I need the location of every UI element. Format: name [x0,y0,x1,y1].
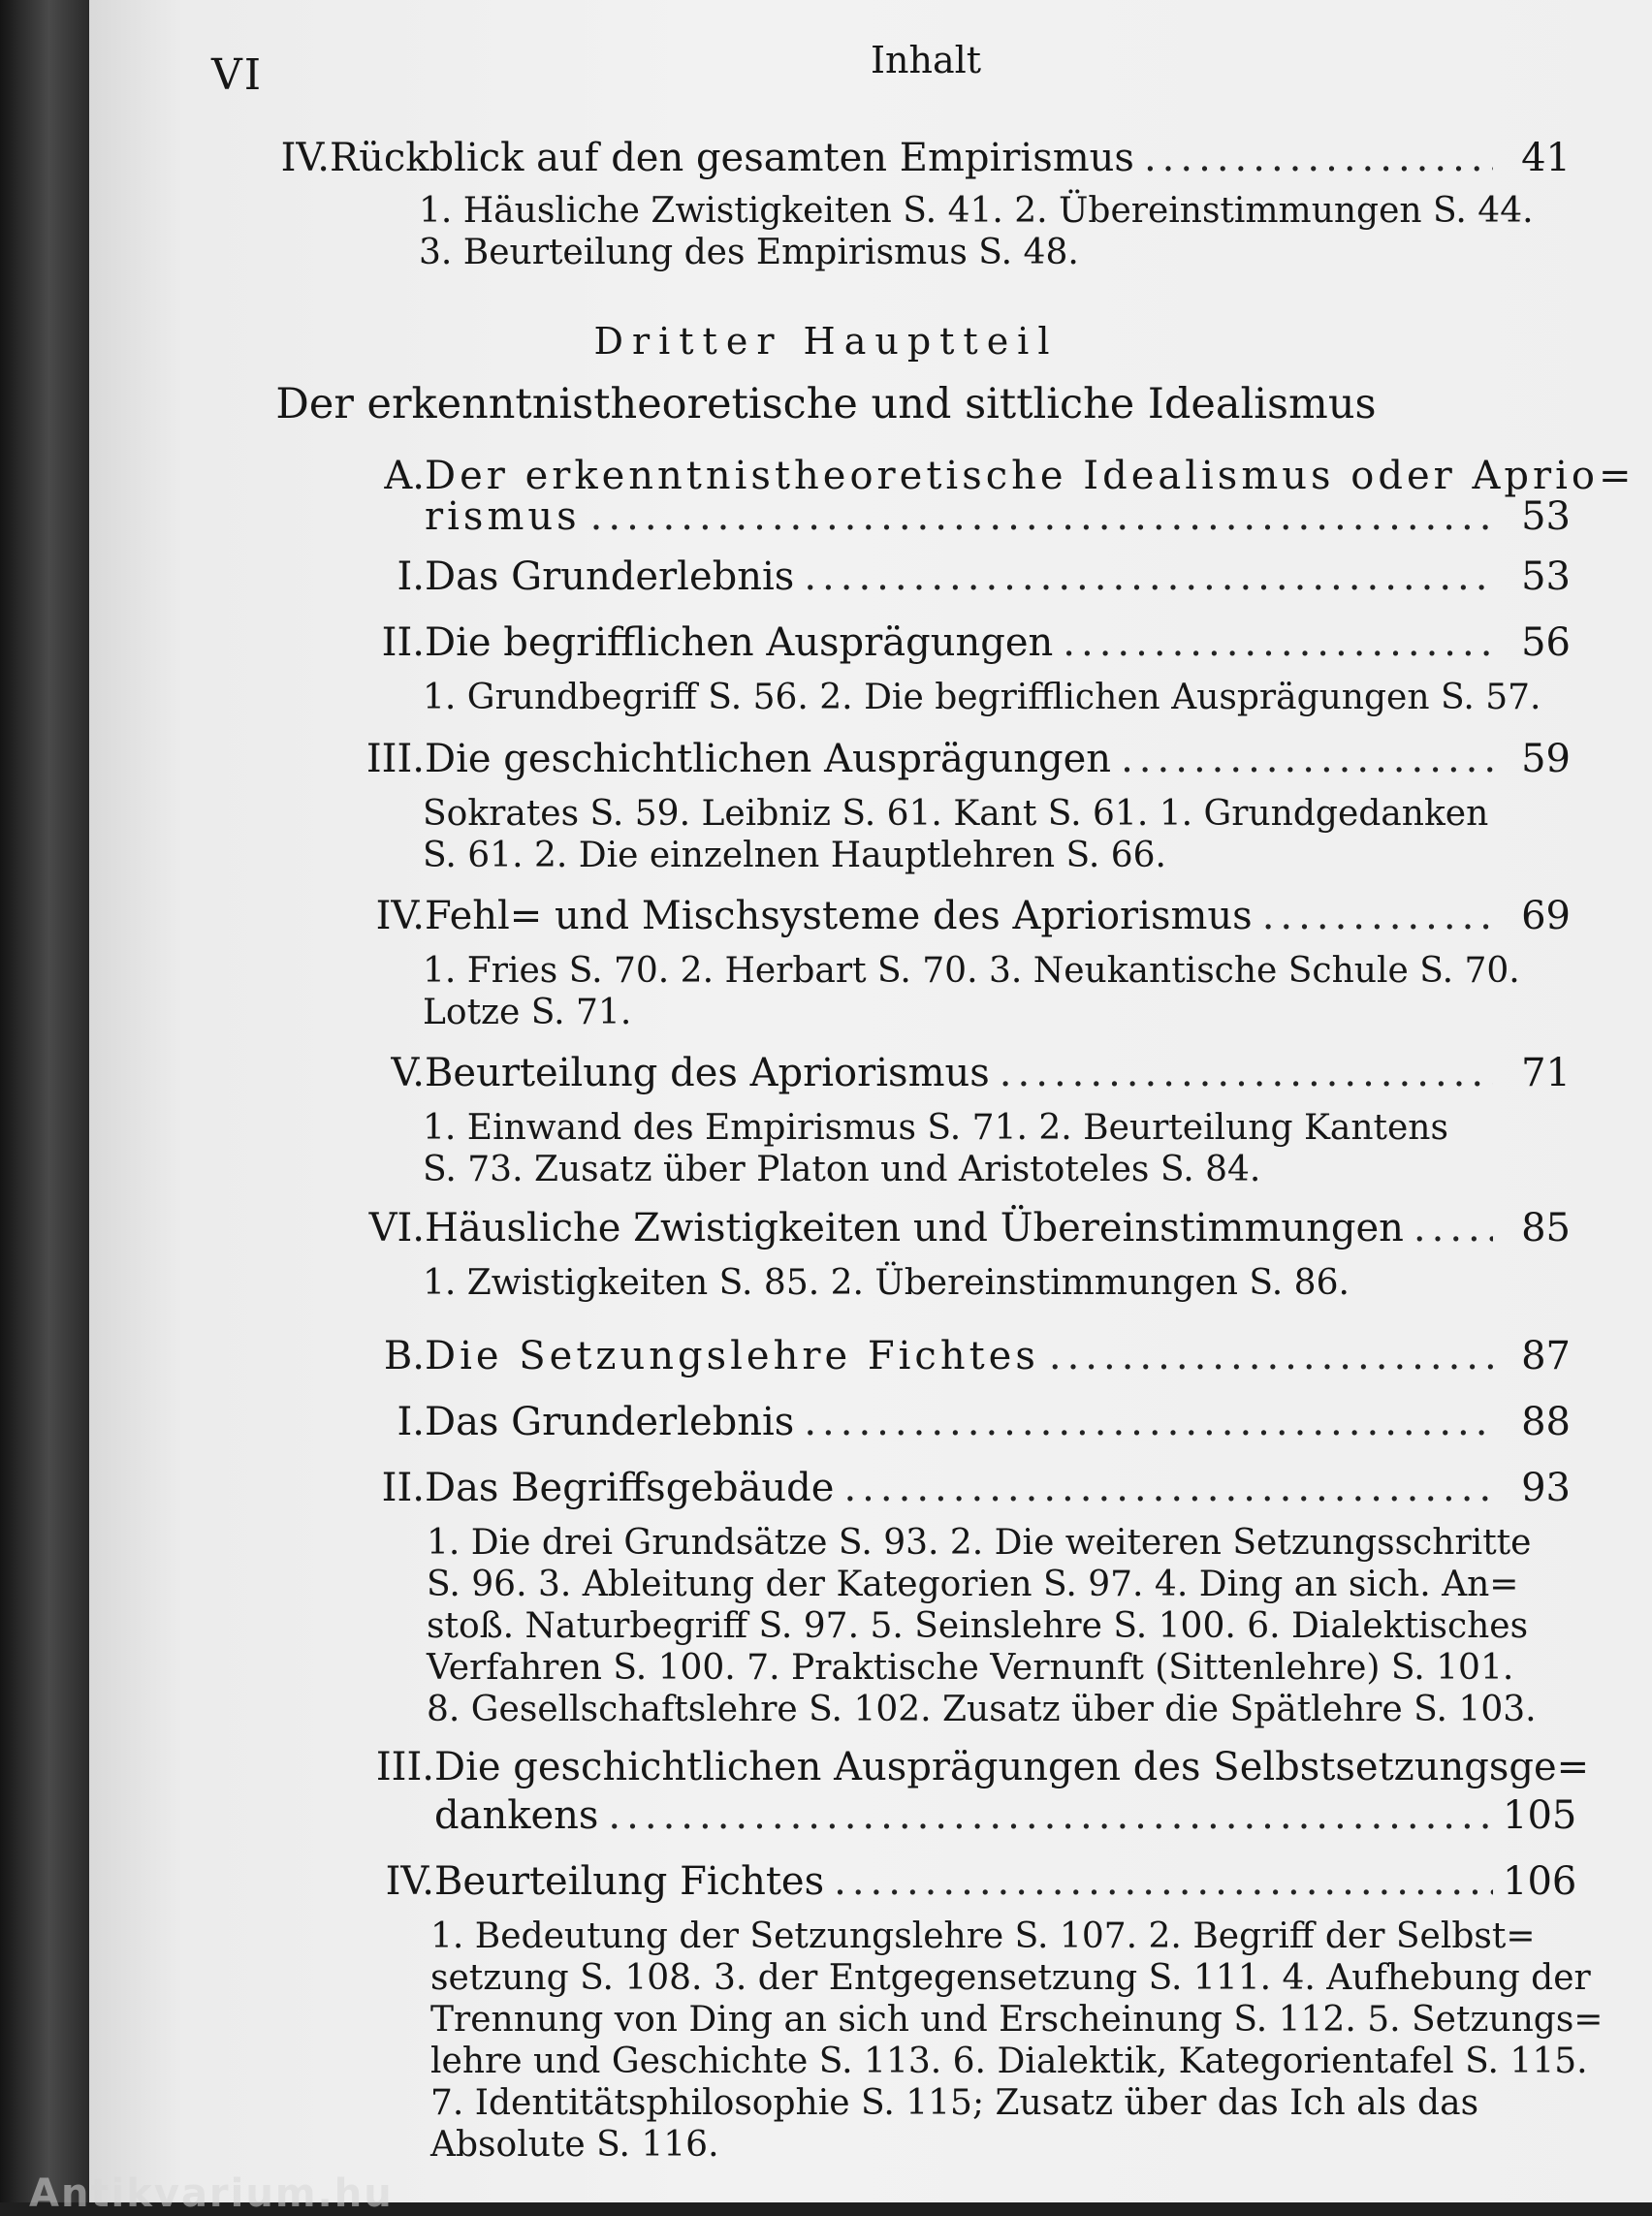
entry-page: 87 [1521,1334,1571,1378]
subtopic-line: Verfahren S. 100. 7. Praktische Vernunft (Sittenlehre) S. 101. [427,1648,1514,1688]
entry-number: B. [383,1334,425,1378]
entry-page: 69 [1521,894,1571,938]
entry-number: I. [397,1400,425,1444]
leader-dots [590,494,1493,539]
entry-subtopics [430,1915,1603,2166]
subtopic-line: 1. Zwistigkeiten S. 85. 2. Übereinstimmungen S. 86. [423,1263,1350,1303]
subtopic-line: 1. Die drei Grundsätze S. 93. 2. Die weiteren Setzungsschritte [427,1523,1532,1563]
running-header: Inhalt [871,39,982,81]
entry-title: Das Grunderlebnis [425,1400,795,1444]
entry-number: IV. [280,136,330,180]
subtopic-line: 1. Fries S. 70. 2. Herbart S. 70. 3. Neukantische Schule S. 70. [423,951,1520,991]
entry-subtopics [419,190,1534,273]
entry-title: Rückblick auf den gesamten Empirismus [330,136,1134,180]
entry-title: Beurteilung des Apriorismus [425,1051,990,1095]
subtopic-line: 1. Bedeutung der Setzungslehre S. 107. 2. Begriff der Selbst= [430,1916,1536,1956]
leader-dots [834,1859,1493,1904]
entry-title: Das Begriffsgebäude [425,1466,835,1510]
entry-number: III. [375,1745,434,1789]
entry-page: 93 [1521,1466,1571,1510]
toc-entry [381,1466,1571,1510]
toc-entry [375,894,1571,938]
toc-entry-continuation [434,1793,1577,1838]
entry-page: 88 [1521,1400,1571,1444]
leader-dots [1144,136,1493,180]
toc-entry [385,1859,1577,1904]
entry-page: 53 [1521,494,1571,539]
entry-subtopics [423,1262,1350,1304]
subtopic-line: 8. Gesellschaftslehre S. 102. Zusatz über die Spätlehre S. 103. [427,1690,1537,1729]
entry-number: IV. [375,894,425,938]
leader-dots [1262,894,1493,938]
toc-entry [384,454,1636,498]
toc-entry [391,1051,1571,1095]
entry-page: 105 [1503,1793,1577,1838]
subtopic-line: S. 61. 2. Die einzelnen Hauptlehren S. 66. [423,836,1167,875]
entry-page: 41 [1521,136,1571,180]
subtopic-line: setzung S. 108. 3. der Entgegensetzung S. 111. 4. Aufhebung der [430,1958,1591,1998]
entry-number: III. [365,737,425,781]
subtopic-line: 1. Einwand des Empirismus S. 71. 2. Beurteilung Kantens [423,1108,1448,1148]
toc-entry [368,1206,1571,1250]
entry-number: I. [397,554,425,599]
leader-dots [843,1466,1493,1510]
leader-dots [804,1400,1493,1444]
entry-number: IV. [385,1859,434,1904]
toc-entry-continuation [425,494,1571,539]
leader-dots [1049,1334,1493,1378]
page-number: VI [211,50,264,100]
entry-title: Die Setzungslehre Fichtes [425,1334,1039,1378]
toc-entry [365,737,1571,781]
entry-title: Die geschichtlichen Ausprägungen [425,737,1112,781]
toc-entry [397,554,1571,599]
entry-page: 106 [1503,1859,1577,1904]
entry-number: VI. [368,1206,425,1250]
subtopic-line: stoß. Naturbegriff S. 97. 5. Seinslehre S. 100. 6. Dialektisches [427,1606,1529,1646]
entry-title: Die begrifflichen Ausprägungen [425,620,1054,665]
entry-title: Die geschichtlichen Ausprägungen des Selbstsetzungsge= [434,1745,1590,1789]
toc-entry [383,1334,1571,1378]
toc-entry [381,620,1571,665]
leader-dots [1414,1206,1493,1250]
part-title: Der erkenntnistheoretische und sittliche Idealismus [275,380,1377,428]
entry-title: Der erkenntnistheoretische Idealismus oder Aprio= [425,454,1636,498]
subtopic-line: Trennung von Ding an sich und Erscheinung S. 112. 5. Setzungs= [430,2000,1604,2040]
entry-title: Beurteilung Fichtes [434,1859,825,1904]
entry-title: Das Grunderlebnis [425,554,795,599]
leader-dots [1000,1051,1493,1095]
leader-dots [1121,737,1493,781]
subtopic-line: S. 73. Zusatz über Platon und Aristoteles S. 84. [423,1150,1261,1189]
entry-page: 59 [1521,737,1571,781]
entry-number: V. [391,1051,425,1095]
leader-dots [804,554,1493,599]
subtopic-line: 1. Häusliche Zwistigkeiten S. 41. 2. Übereinstimmungen S. 44. [419,191,1534,231]
subtopic-line: 1. Grundbegriff S. 56. 2. Die begrifflichen Ausprägungen S. 57. [423,678,1541,717]
subtopic-line: Lotze S. 71. [423,993,632,1032]
entry-title: Fehl= und Mischsysteme des Apriorismus [425,894,1253,938]
entry-number: II. [381,620,425,665]
subtopic-line: 3. Beurteilung des Empirismus S. 48. [419,233,1079,272]
entry-page: 56 [1521,620,1571,665]
leader-dots [1063,620,1493,665]
part-label: Dritter Hauptteil [593,320,1059,363]
entry-title-continuation: dankens [434,1793,599,1838]
entry-subtopics [423,950,1520,1033]
toc-entry [375,1745,1590,1789]
entry-number: A. [384,454,425,498]
entry-subtopics [423,793,1488,876]
subtopic-line: Absolute S. 116. [430,2125,719,2165]
watermark: Antikvarium.hu [29,2171,394,2216]
subtopic-line: S. 96. 3. Ableitung der Kategorien S. 97. 4. Ding an sich. An= [427,1565,1519,1604]
toc-entry [280,136,1571,180]
entry-subtopics [423,677,1541,718]
entry-title: Häusliche Zwistigkeiten und Übereinstimmungen [425,1206,1404,1250]
subtopic-line: Sokrates S. 59. Leibniz S. 61. Kant S. 61. 1. Grundgedanken [423,794,1489,834]
entry-page: 71 [1521,1051,1571,1095]
entry-page: 85 [1521,1206,1571,1250]
subtopic-line: lehre und Geschichte S. 113. 6. Dialektik, Kategorientafel S. 115. [430,2042,1588,2081]
entry-number: II. [381,1466,425,1510]
entry-title-continuation: rismus [425,494,581,539]
leader-dots [608,1793,1493,1838]
entry-page: 53 [1521,554,1571,599]
entry-subtopics [423,1107,1448,1190]
entry-subtopics [427,1522,1537,1730]
toc-entry [397,1400,1571,1444]
subtopic-line: 7. Identitätsphilosophie S. 115; Zusatz über das Ich als das [430,2083,1479,2123]
